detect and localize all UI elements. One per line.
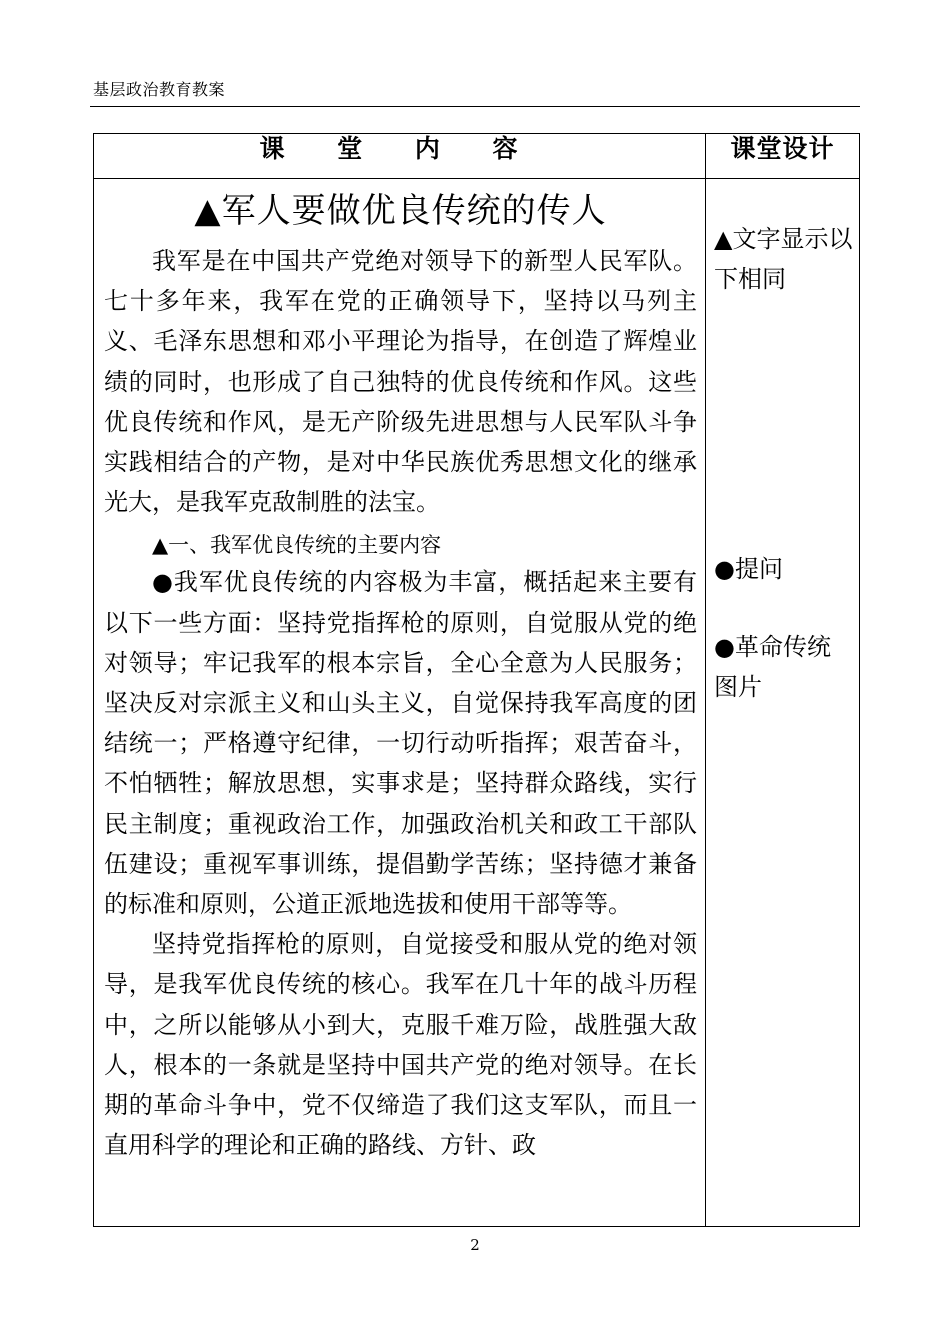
lesson-plan-table [93,133,860,1227]
design-note-text-display: ▲文字显示以下相同 [714,225,853,293]
table-header-row [94,134,860,179]
page-number: 2 [470,1236,480,1254]
table-body-row [94,179,860,1227]
document-header: 基层政治教育教案 [93,80,226,99]
bullet-paragraph: ●我军优良传统的内容极为丰富，概括起来主要有以下一些方面：坚持党指挥枪的原则，自觉服从党的绝对领导；牢记我军的根本宗旨，全心全意为人民服务；坚决反对宗派主义和山头主义，自觉保持我军高度的团结统一；严格遵守纪律，一切行动听指挥；艰苦奋斗，不怕牺牲；解放思想，实事求是；坚持群众路线，实行民主制度；重视政治工作，加强政治机关和政工干部队伍建设；重视军事训练，提倡勤学苦练；坚持德才兼备的标准和原则，公道正派地选拔和使用干部等等。 [104,568,697,919]
design-cell [706,179,860,1227]
intro-paragraph: 我军是在中国共产党绝对领导下的新型人民军队。七十多年来，我军在党的正确领导下，坚持以马列主义、毛泽东思想和邓小平理论为指导，在创造了辉煌业绩的同时，也形成了自己独特的优良传统和作风。这些优良传统和作风，是无产阶级先进思想与人民军队斗争实践相结合的产物，是对中华民族优秀思想文化的继承光大，是我军克敌制胜的法宝。 [104,247,697,517]
design-note-pictures: ●革命传统图片 [714,633,831,701]
section-heading: ▲一、我军优良传统的主要内容 [152,533,442,558]
header-rule [90,106,860,107]
column-header-content: 课 堂 内 容 [94,134,706,179]
core-paragraph: 坚持党指挥枪的原则，自觉接受和服从党的绝对领导，是我军优良传统的核心。我军在几十年的战斗历程中，之所以能够从小到大，克服千难万险，战胜强大敌人，根本的一条就是坚持中国共产党的绝对领导。在长期的革命斗争中，党不仅缔造了我们这支军队，而且一直用科学的理论和正确的路线、方针、政 [104,930,697,1160]
design-note-question: ●提问 [714,555,783,583]
lesson-title: ▲军人要做优良传统的传人 [194,191,607,231]
content-cell [94,179,706,1227]
column-header-design: 课堂设计 [706,134,860,179]
